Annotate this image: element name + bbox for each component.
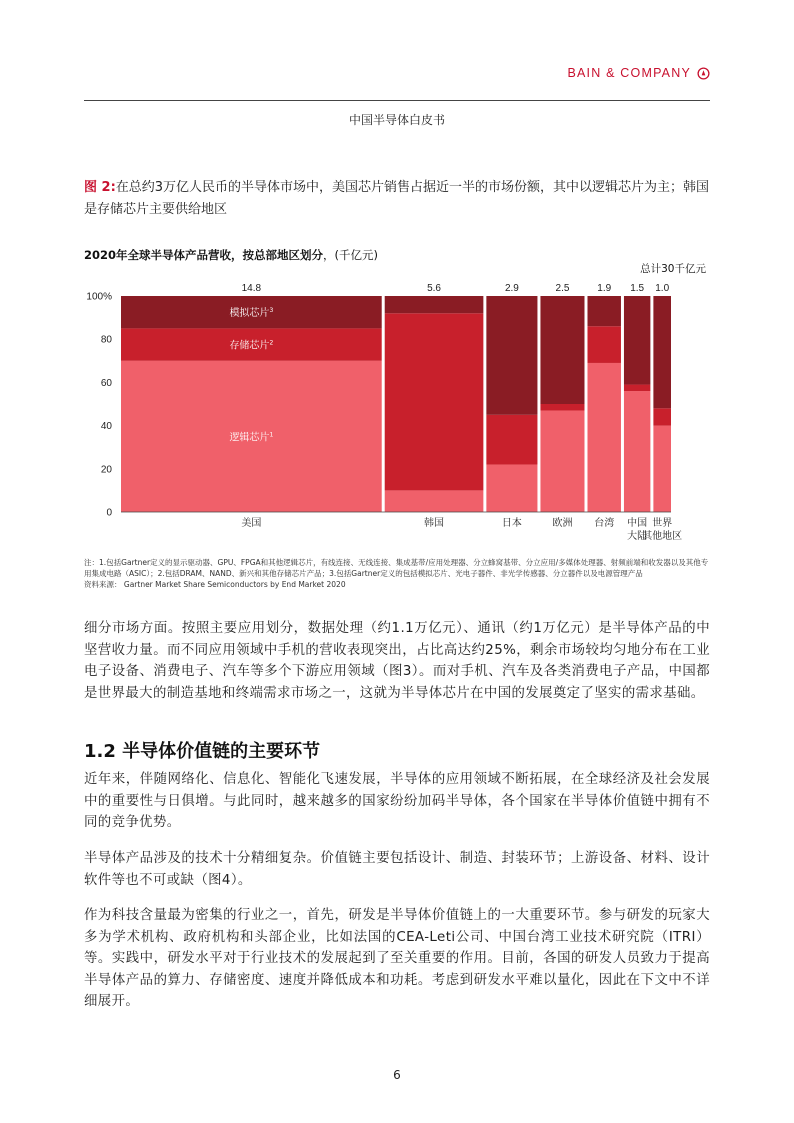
x-category-label: 日本 xyxy=(501,518,522,529)
bar-segment xyxy=(587,363,620,512)
bar-segment xyxy=(486,296,537,415)
y-tick-label: 40 xyxy=(100,421,112,433)
footnote-notes: 注：1.包括Gartner定义的显示驱动器、GPU、FPGA和其他逻辑芯片，有线连接、无线连接、集成基带/应用处理器、分立蜂窝基带、分立应用/多媒体处理器、射频前端和收发器以及其他专用集成电路（ASIC）；2.包括DRAM、NAND、新兴和其他存储芯片产品；3.包括Gartner定义的包括模拟芯片、光电子器件、非光学传感器、分立器件以及电源管理产品 xyxy=(84,558,709,578)
bar-segment xyxy=(385,490,484,512)
body-paragraph-2: 近年来，伴随网络化、信息化、智能化飞速发展，半导体的应用领域不断拓展，在全球经济及社会发展中的重要性与日俱增。与此同时，越来越多的国家纷纷加码半导体，各个国家在半导体价值链中拥有不同的竞争优势。 xyxy=(84,772,710,830)
x-category-label: 大陆 xyxy=(627,531,648,542)
document-title: 中国半导体白皮书 xyxy=(348,113,445,127)
brand-name: BAIN & COMPANY xyxy=(567,66,691,80)
body-paragraph-1: 细分市场方面。按照主要应用划分，数据处理（约1.1万亿元）、通讯（约1万亿元）是半导体产品的中坚营收力量。而不同应用领域中手机的营收表现突出，占比高达约25%，剩余市场较均匀地分布在工业电子设备、消费电子、汽车等多个下游应用领域（图3）。而对手机、汽车及各类消费电子产品，中国都是世界最大的制造基地和终端需求市场之一，这就为半导体芯片在中国的发展奠定了坚实的需求基础。 xyxy=(84,621,710,701)
chart-title-unit: (千亿元) xyxy=(334,248,378,262)
bar-segment xyxy=(653,426,671,512)
column-width-label: 1.0 xyxy=(655,283,670,294)
bar-segment xyxy=(486,464,537,512)
x-category-label: 中国 xyxy=(627,518,648,529)
figure-label: 图 2: xyxy=(84,180,116,195)
column-width-label: 2.5 xyxy=(555,283,570,294)
figure-caption xyxy=(84,177,714,221)
body-paragraph-3: 半导体产品涉及的技术十分精细复杂。价值链主要包括设计、制造、封装环节；上游设备、材料、设计软件等也不可或缺（图4）。 xyxy=(84,851,710,888)
x-category-label: 美国 xyxy=(241,518,262,529)
bar-segment xyxy=(540,296,584,404)
figure-caption-text: 在总约3万亿人民币的半导体市场中，美国芯片销售占据近一半的市场份额，其中以逻辑芯片为主；韩国是存储芯片主要供给地区 xyxy=(84,180,710,217)
x-category-label: 台湾 xyxy=(594,518,615,529)
bar-segment xyxy=(624,391,650,512)
footnote-source: 资料来源： Gartner Market Share Semiconductors by End Market 2020 xyxy=(84,580,346,589)
x-category-label: 其他地区 xyxy=(642,531,683,542)
y-tick-label: 100% xyxy=(86,291,112,303)
chart-footnote xyxy=(84,557,714,590)
bar-segment xyxy=(653,408,671,425)
bar-segment xyxy=(587,326,620,363)
bar-segment xyxy=(385,296,484,313)
brand-logo-text xyxy=(567,66,710,80)
bar-segment xyxy=(624,385,650,391)
header-divider xyxy=(84,100,710,101)
column-width-label: 2.9 xyxy=(504,283,519,294)
bar-segment xyxy=(486,415,537,465)
x-category-label: 欧洲 xyxy=(552,518,573,529)
column-width-label: 14.8 xyxy=(241,283,262,294)
body-paragraph-4: 作为科技含量最为密集的行业之一，首先，研发是半导体价值链上的一大重要环节。参与研发的玩家大多为学术机构、政府机构和头部企业，比如法国的CEA-Leti公司、中国台湾工业技术研究院（ITRI）等。实践中，研发水平对于行业技术的发展起到了至关重要的作用。目前，各国的研发人员致力于提高半导体产品的算力、存储密度、速度并降低成本和功耗。考虑到研发水平难以量化，因此在下文中不详细展开。 xyxy=(84,908,710,1009)
column-width-label: 1.9 xyxy=(597,283,612,294)
chart-total-label: 总计30千亿元 xyxy=(640,263,706,275)
y-tick-label: 60 xyxy=(100,377,112,389)
series-label: 存储芯片$^2$ xyxy=(229,339,274,352)
bar-segment xyxy=(540,410,584,512)
chart-title: 2020年全球半导体产品营收，按总部地区划分，(千亿元) xyxy=(84,248,378,262)
bar-segment xyxy=(385,313,484,490)
section-heading: 1.2 半导体价值链的主要环节 xyxy=(84,741,321,762)
y-tick-label: 80 xyxy=(100,334,112,346)
series-label: 逻辑芯片$^1$ xyxy=(229,431,274,444)
series-label: 模拟芯片$^3$ xyxy=(229,307,274,320)
column-width-label: 1.5 xyxy=(630,283,645,294)
bar-segment xyxy=(540,404,584,410)
bar-segment xyxy=(624,296,650,385)
x-category-label: 韩国 xyxy=(424,518,445,529)
y-tick-label: 20 xyxy=(100,464,112,476)
bar-segment xyxy=(653,296,671,408)
page-number: 6 xyxy=(393,1068,401,1082)
x-category-label: 世界 xyxy=(652,518,673,529)
bar-segment xyxy=(587,296,620,326)
y-tick-label: 0 xyxy=(106,507,112,519)
column-width-label: 5.6 xyxy=(427,283,441,294)
compass-logo-icon xyxy=(697,67,710,80)
chart-title-text: 2020年全球半导体产品营收，按总部地区划分 xyxy=(84,248,324,262)
marimekko-chart xyxy=(84,278,714,548)
